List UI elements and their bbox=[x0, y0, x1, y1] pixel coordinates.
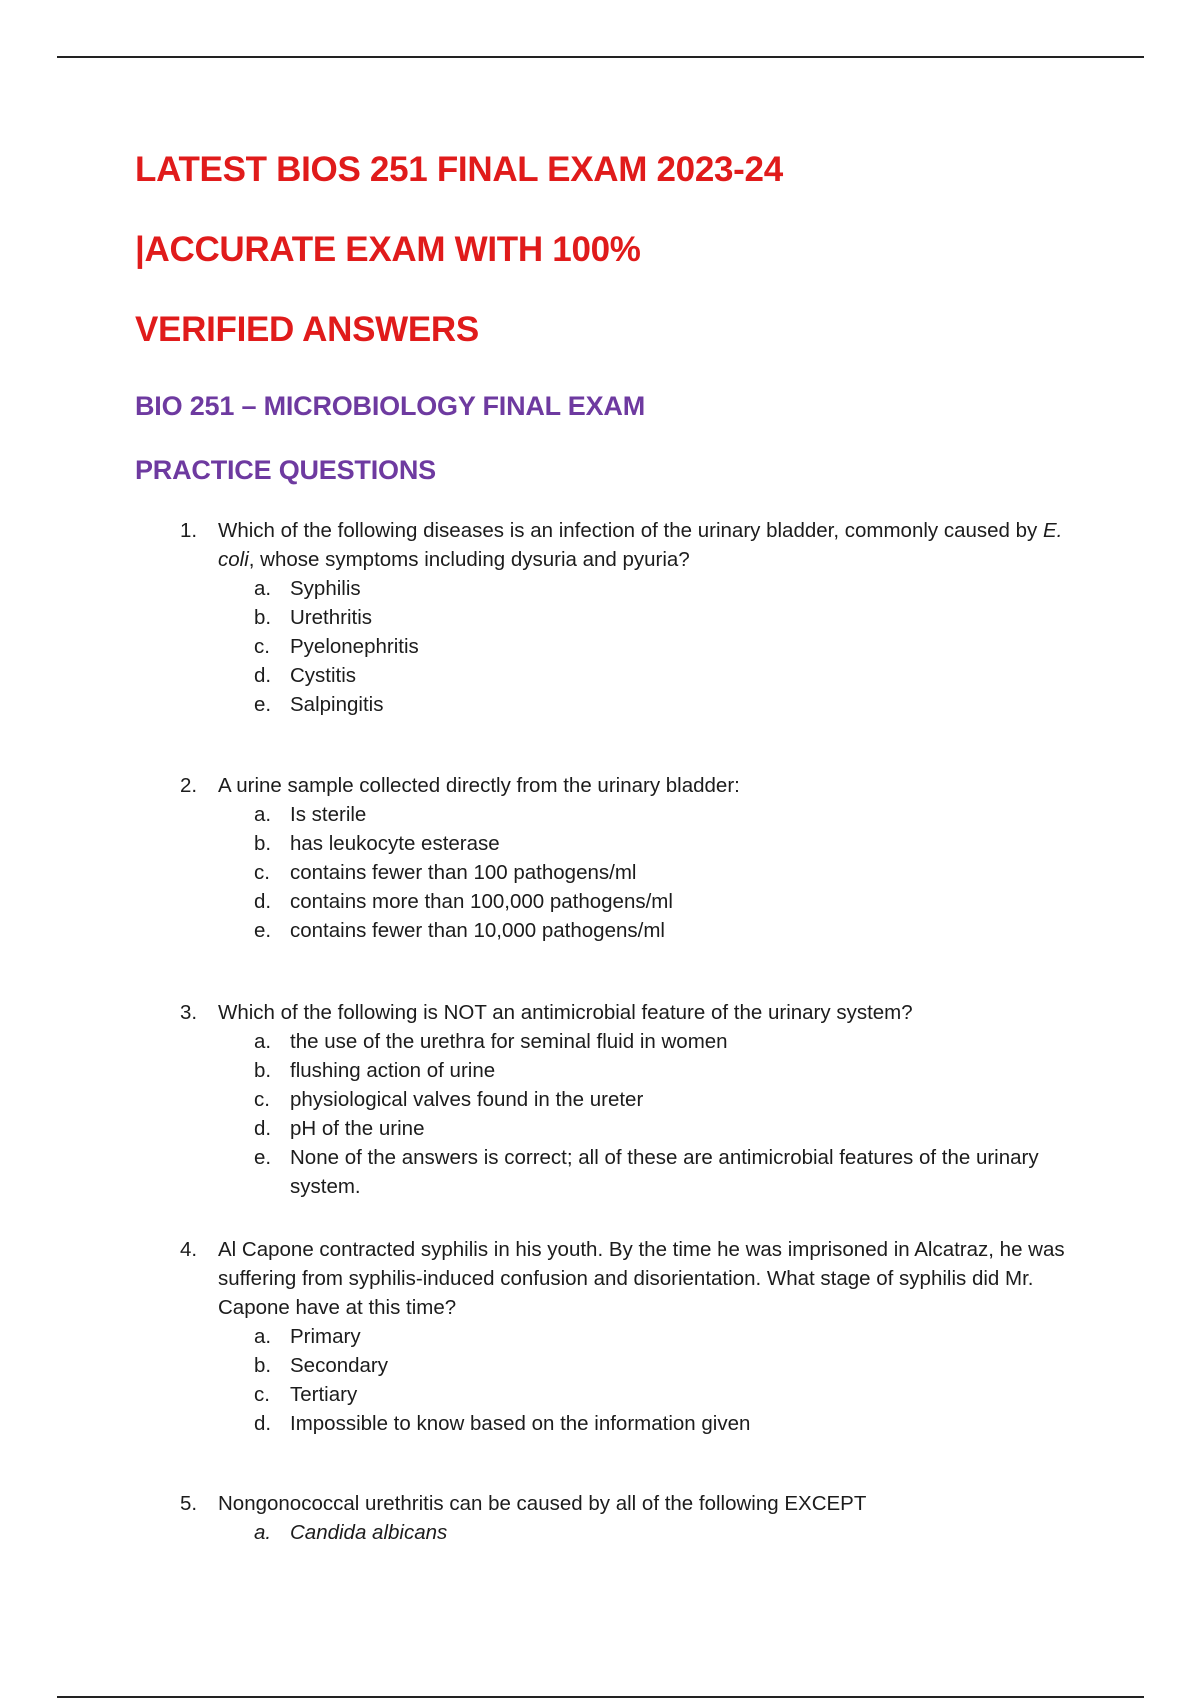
option-list bbox=[180, 1518, 1090, 1547]
question-text bbox=[218, 516, 1090, 574]
option-text: contains fewer than 10,000 pathogens/ml bbox=[290, 919, 665, 942]
option-text: contains fewer than 100 pathogens/ml bbox=[290, 861, 637, 884]
question-text: Nongonococcal urethritis can be caused by all of the following EXCEPT bbox=[218, 1492, 867, 1515]
question-number: 5. bbox=[180, 1492, 198, 1515]
option-text: Pyelonephritis bbox=[290, 635, 419, 658]
top-rule bbox=[57, 56, 1144, 58]
option-letter: b. bbox=[254, 1354, 272, 1377]
option-letter: d. bbox=[254, 1117, 272, 1140]
option-text: the use of the urethra for seminal fluid in women bbox=[290, 1030, 728, 1053]
option-d bbox=[180, 887, 1090, 916]
question-2 bbox=[180, 771, 1090, 945]
option-d bbox=[180, 661, 1090, 690]
subtitle-line-1: BIO 251 – MICROBIOLOGY FINAL EXAM bbox=[135, 391, 645, 421]
option-c bbox=[180, 1085, 1090, 1114]
option-a bbox=[180, 800, 1090, 829]
option-letter: a. bbox=[254, 577, 272, 600]
question-number: 2. bbox=[180, 774, 198, 797]
option-letter: a. bbox=[254, 1030, 272, 1053]
option-c bbox=[180, 632, 1090, 661]
option-letter: a. bbox=[254, 803, 272, 826]
option-text: Syphilis bbox=[290, 577, 361, 600]
option-letter: d. bbox=[254, 664, 272, 687]
option-a bbox=[180, 1322, 1090, 1351]
option-text: contains more than 100,000 pathogens/ml bbox=[290, 890, 673, 913]
option-b bbox=[180, 829, 1090, 858]
option-text: physiological valves found in the ureter bbox=[290, 1088, 644, 1111]
question-text: A urine sample collected directly from the urinary bladder: bbox=[218, 774, 740, 797]
question-1 bbox=[180, 516, 1090, 719]
title-line-2: |ACCURATE EXAM WITH 100% bbox=[135, 230, 641, 269]
option-text: Urethritis bbox=[290, 606, 373, 629]
option-a bbox=[180, 574, 1090, 603]
option-text: has leukocyte esterase bbox=[290, 832, 500, 855]
option-letter: c. bbox=[254, 1088, 270, 1111]
option-b bbox=[180, 1351, 1090, 1380]
option-text: Cystitis bbox=[290, 664, 357, 687]
question-3 bbox=[180, 998, 1090, 1201]
question-text: Al Capone contracted syphilis in his youth. By the time he was imprisoned in Alcatraz, he was suffering from syphilis-induced confusion and disorientation. What stage of syphilis did Mr. Capone have at this time? bbox=[218, 1238, 1065, 1319]
option-letter: e. bbox=[254, 919, 272, 942]
option-list bbox=[180, 574, 1090, 719]
option-letter: b. bbox=[254, 832, 272, 855]
question-text-part: , whose symptoms including dysuria and pyuria? bbox=[248, 548, 690, 571]
option-letter: d. bbox=[254, 890, 272, 913]
option-letter: e. bbox=[254, 693, 272, 716]
option-b bbox=[180, 1056, 1090, 1085]
option-text: Candida albicans bbox=[290, 1521, 448, 1544]
option-text: Salpingitis bbox=[290, 693, 384, 716]
option-a bbox=[180, 1027, 1090, 1056]
question-5 bbox=[180, 1489, 1090, 1547]
bottom-rule bbox=[57, 1696, 1144, 1698]
option-letter: a. bbox=[254, 1325, 272, 1348]
subtitle-line-2: PRACTICE QUESTIONS bbox=[135, 455, 436, 485]
option-letter: b. bbox=[254, 606, 272, 629]
question-number: 4. bbox=[180, 1238, 198, 1261]
option-d bbox=[180, 1409, 1090, 1438]
option-b bbox=[180, 603, 1090, 632]
option-d bbox=[180, 1114, 1090, 1143]
option-text: Is sterile bbox=[290, 803, 367, 826]
question-text-part: Which of the following diseases is an infection of the urinary bladder, commonly caused by bbox=[218, 519, 1043, 542]
option-letter: b. bbox=[254, 1059, 272, 1082]
title-line-3: VERIFIED ANSWERS bbox=[135, 310, 479, 349]
option-letter: a. bbox=[254, 1521, 272, 1544]
title-line-1: LATEST BIOS 251 FINAL EXAM 2023-24 bbox=[135, 150, 783, 189]
option-e bbox=[180, 916, 1090, 945]
option-text: pH of the urine bbox=[290, 1117, 425, 1140]
option-text: Tertiary bbox=[290, 1383, 358, 1406]
option-c bbox=[180, 1380, 1090, 1409]
option-text: None of the answers is correct; all of these are antimicrobial features of the urinary system. bbox=[290, 1146, 1039, 1198]
option-letter: d. bbox=[254, 1412, 272, 1435]
option-letter: c. bbox=[254, 635, 270, 658]
option-a bbox=[180, 1518, 1090, 1547]
option-letter: e. bbox=[254, 1146, 272, 1169]
option-text: Secondary bbox=[290, 1354, 389, 1377]
option-letter: c. bbox=[254, 1383, 270, 1406]
option-list bbox=[180, 1027, 1090, 1201]
option-list bbox=[180, 800, 1090, 945]
option-text: flushing action of urine bbox=[290, 1059, 496, 1082]
option-e bbox=[180, 1143, 1090, 1201]
option-text: Impossible to know based on the information given bbox=[290, 1412, 751, 1435]
question-number: 3. bbox=[180, 1001, 198, 1024]
option-e bbox=[180, 690, 1090, 719]
question-4 bbox=[180, 1235, 1090, 1438]
question-number: 1. bbox=[180, 519, 198, 542]
question-text-italic: E. coli bbox=[218, 519, 1063, 571]
option-text: Primary bbox=[290, 1325, 361, 1348]
question-text: Which of the following is NOT an antimicrobial feature of the urinary system? bbox=[218, 1001, 913, 1024]
option-c bbox=[180, 858, 1090, 887]
option-list bbox=[180, 1322, 1090, 1438]
option-letter: c. bbox=[254, 861, 270, 884]
